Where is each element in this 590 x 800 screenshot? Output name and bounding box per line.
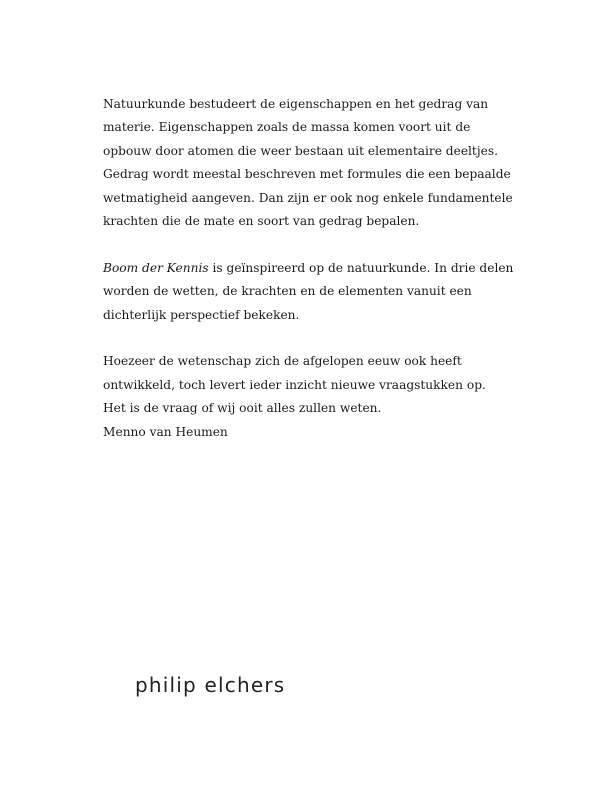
text-line: materie. Eigenschappen zoals de massa komen voort uit de	[103, 120, 471, 135]
book-title: Boom der Kennis	[103, 260, 209, 275]
author-signature: Menno van Heumen	[103, 424, 228, 439]
text-line: Het is de vraag of wij ooit alles zullen weten.	[103, 401, 382, 416]
paragraph-3	[103, 350, 493, 420]
text-line: Gedrag wordt meestal beschreven met formules die een bepaalde	[103, 167, 511, 182]
text-line: Natuurkunde bestudeert de eigenschappen en het gedrag van	[103, 97, 489, 111]
text-line: opbouw door atomen die weer bestaan uit elementaire deeltjes.	[103, 143, 498, 158]
body-text	[103, 93, 514, 444]
text-line: dichterlijk perspectief bekeken.	[103, 307, 300, 322]
text-fragment: is geïnspireerd op de natuurkunde. In drie delen	[208, 260, 514, 275]
text-line: wetmatigheid aangeven. Dan zijn er ook nog enkele fundamentele	[103, 190, 513, 205]
text-line: Hoezeer de wetenschap zich de afgelopen eeuw ook heeft	[103, 354, 462, 369]
text-line: ontwikkeld, toch levert ieder inzicht nieuwe vraagstukken op.	[103, 377, 486, 392]
text-line: krachten die de mate en soort van gedrag bepalen.	[103, 214, 420, 229]
publisher-logo: philip elchers	[135, 673, 286, 697]
paragraph-1	[103, 93, 513, 233]
paragraph-2	[103, 257, 514, 327]
text-line: worden de wetten, de krachten en de elementen vanuit een	[103, 284, 472, 299]
text-line	[103, 257, 514, 280]
